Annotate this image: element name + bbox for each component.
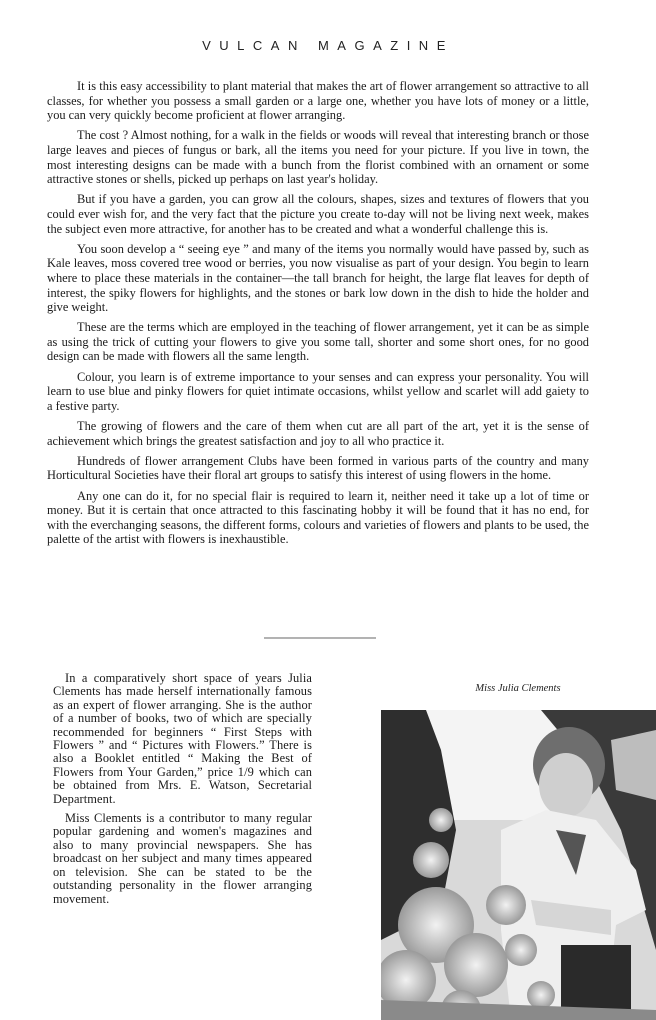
article-body [47, 79, 589, 553]
section-divider [264, 637, 376, 639]
photo-placeholder-icon [381, 710, 656, 1020]
article-paragraph: It is this easy accessibility to plant material that makes the art of flower arrangement so attractive to all classes, for whether you possess a small garden or a large one, whether you have lots of money or a little, you can very quickly become proficient at flower arranging. [47, 79, 589, 123]
article-paragraph: Any one can do it, for no special flair is required to learn it, neither need it take up a lot of time or money. But it is certain that once attracted to this fascinating hobby it will be found that it has no end, for with the everchanging seasons, the different forms, colours and varieties of flowers and plants to be used, the palette of the artist with flowers is inexhaustible. [47, 488, 589, 547]
article-paragraph: Hundreds of flower arrangement Clubs have been formed in various parts of the country and many Horticultural Societies have their floral art groups to satisfy this interest of using flowers in the home. [47, 453, 589, 483]
magazine-masthead: VULCAN MAGAZINE [202, 38, 454, 53]
photo-caption: Miss Julia Clements [475, 683, 561, 694]
article-paragraph: The growing of flowers and the care of them when cut are all part of the art, yet it is the sense of achievement which brings the greatest satisfaction and joy to all who practice it. [47, 419, 589, 448]
article-paragraph: Colour, you learn is of extreme importance to your senses and can express your personality. You will learn to use blue and pinky flowers for quiet intimate occasions, whilst yellow and scarlet will add gaiety to a festive party. [47, 369, 589, 413]
article-paragraph: But if you have a garden, you can grow all the colours, shapes, sizes and textures of flowers that you could ever wish for, and the very fact that the picture you create to-day will not be living next week, makes the subject even more attractive, for another has to be created and what a wonderful challenge this is. [47, 192, 589, 236]
author-photo [381, 710, 656, 1020]
article-paragraph: These are the terms which are employed in the teaching of flower arrangement, yet it can be as simple as using the trick of cutting your flowers to give you some tall, shorter and some short ones, for no good design can be made with flowers all the same length. [47, 320, 589, 364]
article-paragraph: You soon develop a “ seeing eye ” and many of the items you normally would have passed by, such as Kale leaves, moss covered tree wood or berries, you now visualise as part of your design. You begin to learn where to place these materials in the container—the tall branch for height, the large flat leaves for depth of interest, the spiky flowers for highlights, and the stones or bark low down in the dish to hide the holder and give weight. [47, 241, 589, 315]
article-paragraph: The cost ? Almost nothing, for a walk in the fields or woods will reveal that interesting branch or those large leaves and pieces of fungus or bark, all the items you need for your picture. If you live in town, the most interesting designs can be made with a bunch from the florist combined with an ornament or some attractive stones or shells, picked up perhaps on last year's holiday. [47, 128, 589, 187]
author-bio [53, 672, 312, 912]
bio-paragraph: In a comparatively short space of years Julia Clements has made herself internationally famous as an expert of flower arranging. She is the author of a number of books, two of which are specially recommended for beginners “ First Steps with Flowers ” and “ Pictures with Flowers.” There is also a Booklet entitled “ Making the Best of Flowers from Your Garden,” price 1/9 which can be obtained from Mrs. E. Watson, Secretarial Department. [53, 671, 312, 806]
bio-paragraph: Miss Clements is a contributor to many regular popular gardening and women's magazines and also to many provincial newspapers. She has broadcast on her subject and many times appeared on television. She can be stated to be the outstanding personality in the flower arranging movement. [53, 811, 312, 906]
